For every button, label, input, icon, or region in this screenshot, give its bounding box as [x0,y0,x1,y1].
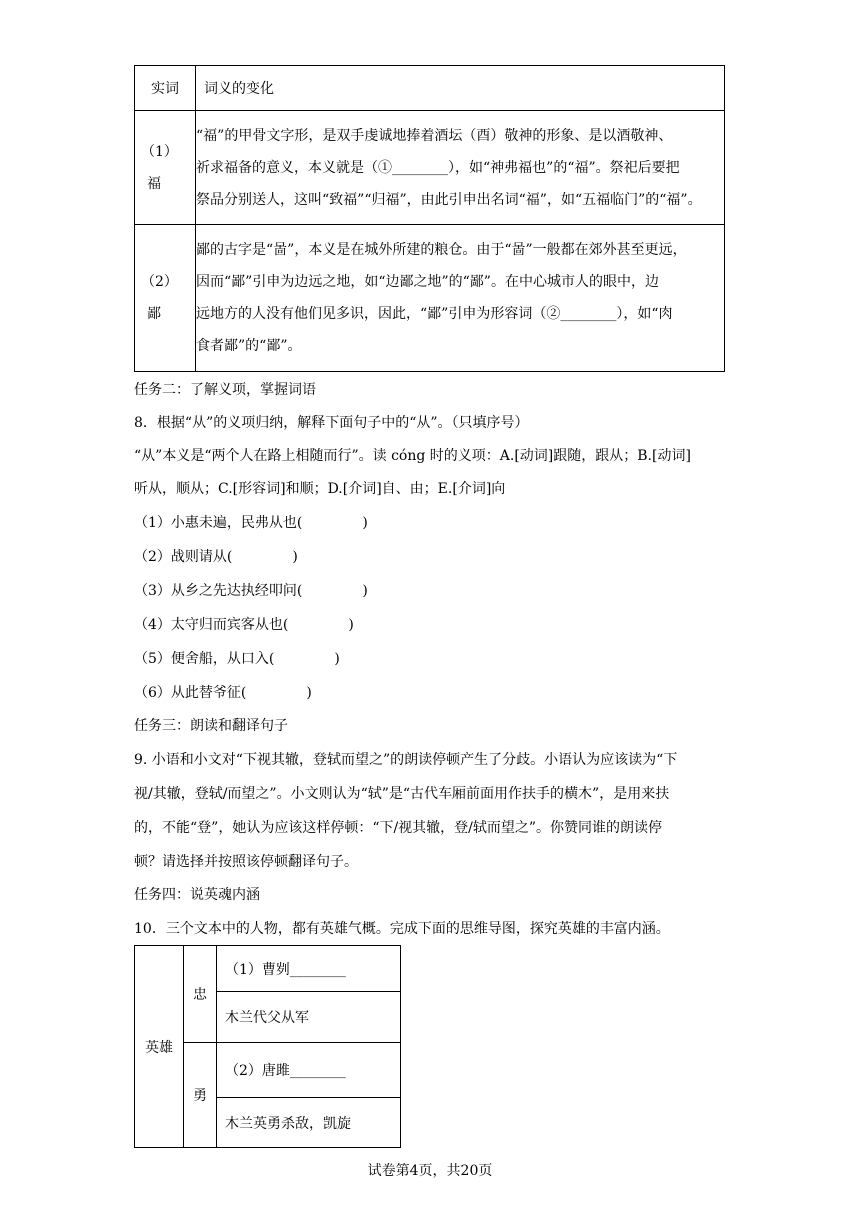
meaning-cell [196,111,725,225]
header-word: 实词 [151,81,179,97]
meaning-line: 祭品分别送人，这叫“致福”“归福”，由此引申出名词“福”，如“五福临门”的“福”。 [196,191,702,208]
vocab-table [134,65,725,372]
row-word: 鄙 [147,306,161,322]
leaf-text: （1）曹刿________ [225,961,346,978]
item-close: ) [306,685,312,701]
task-heading: 任务三：朗读和翻译句子 [134,718,288,734]
question-8-item [134,683,312,703]
item-close: ) [362,515,368,531]
leaf-cell [217,992,401,1043]
item-text: （1）小惠未遍，民弗从也( [134,515,303,531]
leaf-cell [217,1098,401,1148]
branch-label-loyal: 忠 [193,987,207,1003]
table-row [135,225,725,372]
question-8-item [134,513,368,533]
meaning-line: 食者鄙”的“鄙”。 [196,338,302,354]
leaf-cell[interactable] [217,1043,401,1098]
meaning-line: 鄙的古字是“啚”，本义是在城外所建的粮仓。由于“啚”一般都在郊外甚至更远， [196,242,687,258]
leaf-text: 木兰代父从军 [225,1010,309,1026]
leaf-cell[interactable] [217,946,401,992]
meaning-cell [196,225,725,372]
question-9-line: 9. 小语和小文对“下视其辙，登轼而望之”的朗读停顿产生了分歧。小语认为应该读为“下 [134,752,678,768]
page-footer: 试卷第4页，共20页 [367,1163,493,1179]
question-8-desc: “从”本义是“两个人在路上相随而行”。读 cóng 时的义项：A.[动词]跟随，跟从；B.[动词] [134,448,691,464]
header-meaning-cell [196,66,725,111]
header-meaning: 词义的变化 [204,81,274,97]
meaning-line: 远地方的人没有他们见多识，因此，“鄙”引申为形容词（②________），如“肉 [196,306,673,322]
branch-cell [184,946,217,1043]
row-number: （2） [141,274,178,290]
root-cell [135,946,184,1148]
question-10-title: 10．三个文本中的人物，都有英雄气概。完成下面的思维导图，探究英雄的丰富内涵。 [134,921,670,937]
item-text: （4）太守归而宾客从也( [134,617,289,633]
question-8-item [134,649,340,669]
meaning-line: 因而“鄙”引申为边远之地，如“边鄙之地”的“鄙”。在中心城市人的眼中，边 [196,274,659,290]
item-text: （2）战则请从( [134,549,233,565]
meaning-line: “福”的甲骨文字形，是双手虔诚地捧着酒坛（酉）敬神的形象、是以酒敬神、 [196,127,673,144]
leaf-text: 木兰英勇杀敌，凯旋 [225,1115,351,1132]
row-number: （1） [141,143,178,160]
branch-cell [184,1043,217,1148]
item-close: ) [348,617,354,633]
word-cell [135,225,196,372]
question-8-title: 8．根据“从”的义项归纳，解释下面句子中的“从”。（只填序号） [134,415,529,431]
item-close: ) [362,583,368,599]
item-close: ) [292,549,298,565]
question-8-item [134,547,298,567]
branch-label-brave: 勇 [193,1088,207,1104]
item-text: （6）从此替爷征( [134,685,247,701]
meaning-line: 祈求福备的意义，本义就是（①________），如“神弗福也”的“福”。祭祀后要把 [196,159,680,176]
question-8-desc: 听从，顺从；C.[形容词]和顺；D.[介词]自、由；E.[介词]向 [134,481,506,497]
question-8-item [134,615,354,635]
item-close: ) [334,651,340,667]
table-row [135,111,725,225]
item-text: （5）便舍船，从口入( [134,651,275,667]
item-text: （3）从乡之先达执经叩问( [134,583,303,599]
root-label: 英雄 [145,1039,173,1056]
word-cell [135,111,196,225]
question-8-item [134,581,368,601]
row-word: 福 [147,175,161,192]
task-heading: 任务二：了解义项，掌握词语 [134,382,316,398]
question-9-line: 的，不能“登”，她认为应该这样停顿：“下/视其辙，登/轼而望之”。你赞同谁的朗读停 [134,820,663,836]
mind-map-table [134,945,401,1148]
question-9-line: 顿？请选择并按照该停顿翻译句子。 [134,854,358,870]
question-9-line: 视/其辙，登轼/而望之”。小文则认为“轼”是“古代车厢前面用作扶手的横木”，是用来扶 [134,786,670,802]
leaf-text: （2）唐雎________ [225,1063,346,1079]
header-word-cell [135,66,196,111]
task-heading: 任务四：说英魂内涵 [134,887,260,903]
